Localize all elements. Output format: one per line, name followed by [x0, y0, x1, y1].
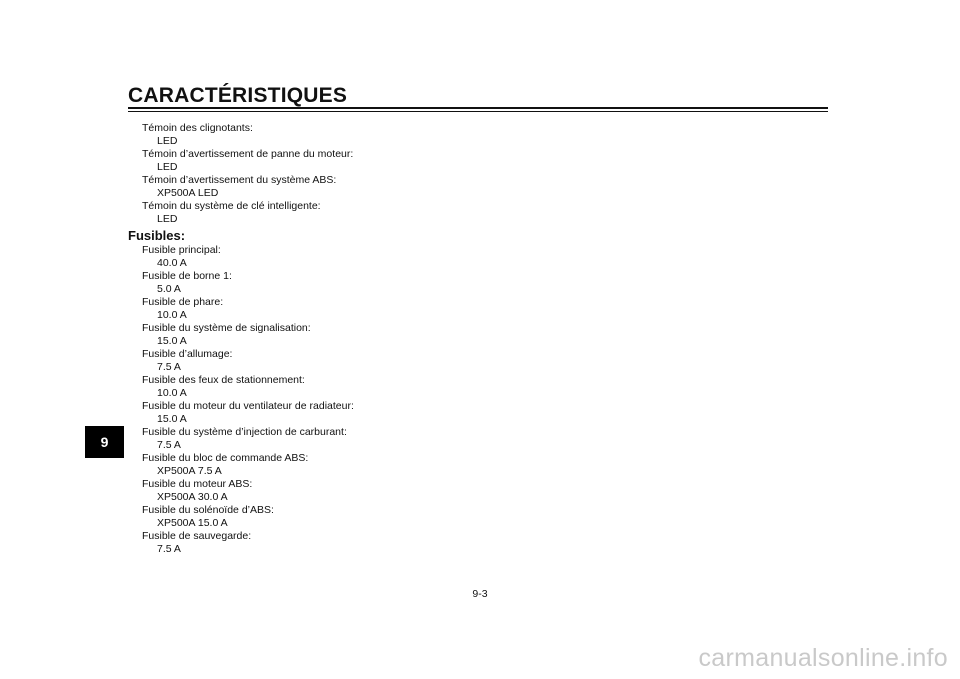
- fuse-label: Fusible de borne 1:: [142, 270, 232, 282]
- fuse-value: 5.0 A: [157, 283, 181, 295]
- fuses-heading: Fusibles:: [128, 228, 186, 243]
- chapter-tab-number: 9: [100, 434, 109, 450]
- spec-label: Témoin d’avertissement du système ABS:: [142, 174, 337, 186]
- title-rule-thin: [128, 111, 828, 112]
- fuse-label: Fusible d’allumage:: [142, 348, 233, 360]
- fuse-value: 7.5 A: [157, 361, 181, 373]
- fuse-label: Fusible du bloc de commande ABS:: [142, 452, 309, 464]
- fuse-value: 40.0 A: [157, 257, 187, 269]
- fuse-value: XP500A 30.0 A: [157, 491, 228, 503]
- fuse-label: Fusible du moteur du ventilateur de radiateur:: [142, 400, 354, 412]
- fuse-label: Fusible de sauvegarde:: [142, 530, 252, 542]
- spec-label: Témoin des clignotants:: [142, 122, 253, 134]
- spec-content: [0, 122, 960, 556]
- page-number: 9-3: [472, 588, 488, 600]
- watermark-text: carmanualsonline.info: [698, 644, 948, 672]
- fuse-value: 7.5 A: [157, 439, 181, 451]
- fuse-label: Fusible de phare:: [142, 296, 224, 308]
- fuse-value: XP500A 7.5 A: [157, 465, 222, 477]
- fuse-value: 7.5 A: [157, 543, 181, 555]
- fuse-label: Fusible du système d’injection de carburant:: [142, 426, 347, 438]
- fuse-label: Fusible du système de signalisation:: [142, 322, 311, 334]
- fuse-label: Fusible des feux de stationnement:: [142, 374, 305, 386]
- spec-value: LED: [157, 213, 178, 225]
- fuse-value: 15.0 A: [157, 335, 187, 347]
- indicator-list: [0, 122, 960, 226]
- title-rule-thick: [128, 107, 828, 109]
- fuse-value: XP500A 15.0 A: [157, 517, 228, 529]
- spec-value: XP500A LED: [157, 187, 219, 199]
- fuse-label: Fusible du moteur ABS:: [142, 478, 253, 490]
- fuse-label: Fusible principal:: [142, 244, 221, 256]
- spec-value: LED: [157, 135, 178, 147]
- page-title: CARACTÉRISTIQUES: [128, 84, 348, 107]
- fuse-list: [0, 244, 960, 556]
- fuse-value: 10.0 A: [157, 387, 187, 399]
- fuse-label: Fusible du solénoïde d’ABS:: [142, 504, 274, 516]
- spec-label: Témoin d’avertissement de panne du moteur:: [142, 148, 354, 160]
- fuse-value: 15.0 A: [157, 413, 187, 425]
- spec-value: LED: [157, 161, 178, 173]
- fuse-value: 10.0 A: [157, 309, 187, 321]
- spec-label: Témoin du système de clé intelligente:: [142, 200, 321, 212]
